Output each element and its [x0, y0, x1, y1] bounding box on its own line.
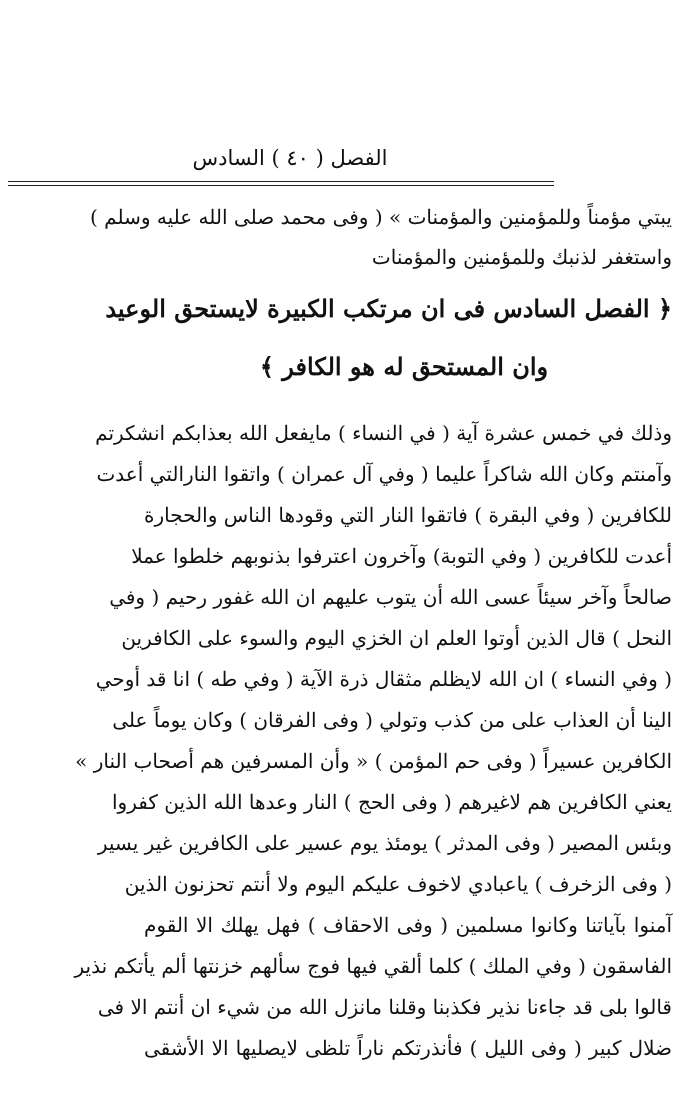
body-line: قالوا بلى قد جاءنا نذير فكذبنا وقلنا مانزل الله من شيء ان أنتم الا فى: [97, 995, 672, 1019]
body-line: أعدت للكافرين ( وفي التوبة) وآخرون اعترفوا بذنوبهم خلطوا عملا: [131, 544, 672, 568]
section-heading-line-1: ﴿ الفصل السادس فى ان مرتكب الكبيرة لايستحق الوعيد: [105, 294, 672, 323]
body-line: وآمنتم وكان الله شاكراً عليما ( وفي آل عمران ) واتقوا النارالتي أعدت: [96, 462, 672, 486]
body-line: ( وفى الزخرف ) ياعبادي لاخوف عليكم اليوم ولا أنتم تحزنون الذين: [124, 872, 672, 896]
intro-line-1: يبتي مؤمناً وللمؤمنين والمؤمنات » ( وفى محمد صلى الله عليه وسلم ): [90, 205, 672, 229]
header-double-rule: [8, 181, 554, 186]
body-line: ( وفي النساء ) ان الله لايظلم مثقال ذرة الآية ( وفي طه ) انا قد أوحي: [95, 667, 672, 691]
body-line: الفاسقون ( وفي الملك ) كلما ألقي فيها فوج سألهم خزنتها ألم يأتكم نذير: [74, 954, 672, 978]
body-line: الينا أن العذاب على من كذب وتولي ( وفى الفرقان ) وكان يوماً على: [112, 708, 672, 732]
body-line: ضلال كبير ( وفى الليل ) فأنذرتكم ناراً تلظى لايصليها الا الأشقى: [144, 1036, 672, 1060]
section-heading-line-2: وان المستحق له هو الكافر ﴾: [259, 352, 549, 381]
body-line: وبئس المصير ( وفى المدثر ) يومئذ يوم عسير على الكافرين غير يسير: [97, 831, 672, 855]
body-line: آمنوا بآياتنا وكانوا مسلمين ( وفى الاحقاف ) فهل يهلك الا القوم: [144, 913, 672, 937]
body-line: يعني الكافرين هم لاغيرهم ( وفى الحج ) النار وعدها الله الذين كفروا: [112, 790, 672, 814]
body-line: للكافرين ( وفي البقرة ) فاتقوا النار التي وقودها الناس والحجارة: [144, 503, 672, 527]
body-line: وذلك في خمس عشرة آية ( في النساء ) مايفعل الله بعذابكم انشكرتم: [95, 421, 672, 445]
body-line: النحل ) قال الذين أوتوا العلم ان الخزي اليوم والسوء على الكافرين: [121, 626, 672, 650]
body-line: الكافرين عسيراً ( وفى حم المؤمن ) « وأن المسرفين هم أصحاب النار »: [75, 749, 672, 773]
body-line: صالحاً وآخر سيئاً عسى الله أن يتوب عليهم ان الله غفور رحيم ( وفي: [109, 585, 672, 609]
intro-line-2: واستغفر لذنبك وللمؤمنين والمؤمنات: [371, 245, 672, 269]
running-header: الفصل ( ٤٠ ) السادس: [192, 146, 388, 170]
